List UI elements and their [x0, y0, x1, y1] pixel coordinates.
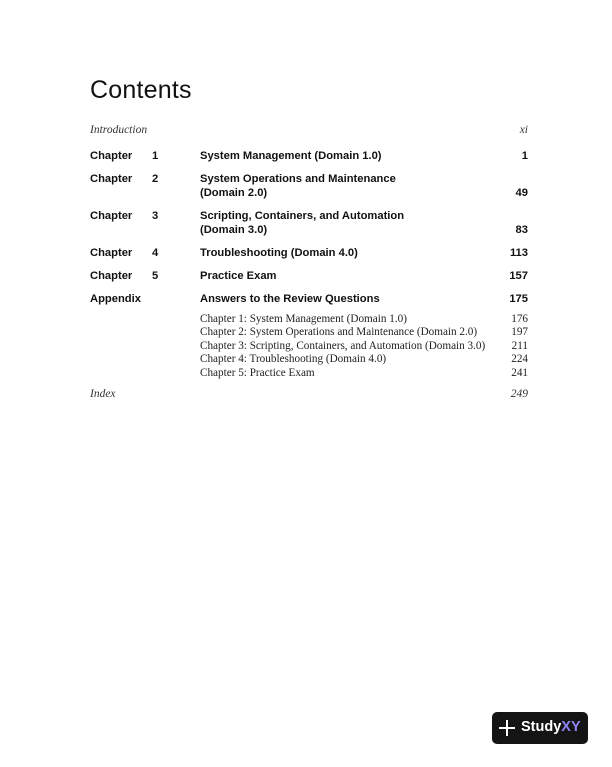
chapter-label: Chapter	[90, 173, 133, 185]
logo-wordmark	[521, 719, 581, 735]
toc-entry-chapter-2[interactable]	[90, 173, 528, 205]
chapter-number: 3	[152, 210, 159, 222]
chapter-page: 1	[521, 150, 528, 162]
chapter-page: 83	[515, 224, 528, 236]
introduction-page: xi	[519, 124, 528, 136]
sub-entry-title: Chapter 1: System Management (Domain 1.0)	[200, 313, 407, 325]
sub-entry-page: 211	[511, 340, 528, 352]
sub-entry-page: 224	[511, 353, 528, 365]
sub-entry-title: Chapter 4: Troubleshooting (Domain 4.0)	[200, 353, 387, 365]
chapter-title-line-2: (Domain 2.0)	[200, 187, 268, 199]
sub-entry-title: Chapter 5: Practice Exam	[200, 367, 315, 379]
toc-entry-introduction[interactable]	[90, 124, 528, 140]
toc-entry-chapter-1[interactable]	[90, 150, 528, 166]
chapter-page: 157	[509, 270, 528, 282]
logo-brand-accent: XY	[561, 719, 581, 735]
logo-brand-main: Study	[521, 719, 562, 735]
chapter-label: Chapter	[90, 247, 133, 259]
sub-entry-page: 197	[511, 326, 528, 338]
appendix-title: Answers to the Review Questions	[200, 293, 380, 305]
chapter-label: Chapter	[90, 150, 133, 162]
toc-entry-chapter-5[interactable]	[90, 270, 528, 286]
chapter-number: 5	[152, 270, 159, 282]
chapter-title-line-1: Scripting, Containers, and Automation	[200, 210, 405, 222]
sub-entry-title: Chapter 2: System Operations and Maintenance (Domain 2.0)	[200, 326, 478, 338]
index-label: Index	[90, 388, 116, 400]
appendix-page: 175	[509, 293, 528, 305]
introduction-label: Introduction	[90, 124, 148, 136]
chapter-number: 1	[152, 150, 159, 162]
sub-entry-page: 241	[511, 367, 528, 379]
index-page: 249	[510, 388, 528, 400]
chapter-title: Practice Exam	[200, 270, 277, 282]
chapter-title-line-1: System Operations and Maintenance	[200, 173, 396, 185]
chapter-page: 113	[509, 247, 528, 259]
chapter-label: Chapter	[90, 270, 133, 282]
chapter-title: System Management (Domain 1.0)	[200, 150, 382, 162]
toc-entry-chapter-4[interactable]	[90, 247, 528, 263]
appendix-sub-entry[interactable]	[90, 367, 528, 383]
studyxy-logo[interactable]	[492, 712, 588, 744]
toc-entry-appendix[interactable]	[90, 293, 528, 309]
sub-entry-page: 176	[511, 313, 528, 325]
chapter-label: Chapter	[90, 210, 133, 222]
appendix-label: Appendix	[90, 293, 141, 305]
chapter-title-line-2: (Domain 3.0)	[200, 224, 268, 236]
sub-entry-title: Chapter 3: Scripting, Containers, and Automation (Domain 3.0)	[200, 340, 486, 352]
chapter-number: 4	[152, 247, 159, 259]
chapter-number: 2	[152, 173, 159, 185]
toc-entry-chapter-3[interactable]	[90, 210, 528, 242]
chapter-page: 49	[515, 187, 528, 199]
toc-entry-index[interactable]	[90, 388, 528, 404]
plus-icon	[499, 720, 515, 736]
page-title: Contents	[90, 76, 192, 104]
chapter-title: Troubleshooting (Domain 4.0)	[200, 247, 358, 259]
